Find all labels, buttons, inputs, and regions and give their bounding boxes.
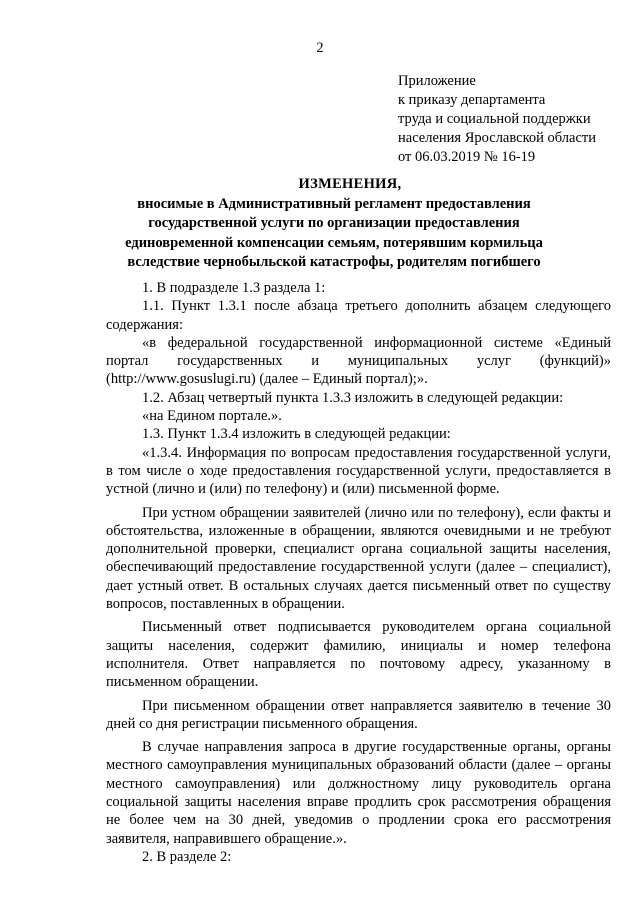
title-line: вследствие чернобыльской катастрофы, родителям погибшего — [127, 254, 541, 270]
body-paragraph: 1. В подразделе 1.3 раздела 1: — [142, 280, 326, 296]
document-title — [80, 175, 588, 273]
body-paragraph: 1.3. Пункт 1.3.4 изложить в следующей редакции: — [142, 426, 451, 443]
body-paragraph: «в федеральной государственной информационной системе «Единый портал государственных и муниципальных услуг (функций)» (http://www.gosuslugi.ru) (далее – Единый портал);». — [106, 334, 611, 388]
title-line: государственной услуги по организации предоставления — [148, 215, 520, 231]
appendix-line: к приказу департамента — [398, 92, 546, 108]
body-paragraph: 1.1. Пункт 1.3.1 после абзаца третьего дополнить абзацем следующего содержания: — [106, 298, 611, 333]
appendix-block — [398, 72, 596, 167]
appendix-line: труда и социальной поддержки — [398, 111, 591, 127]
body-paragraph: 2. В разделе 2: — [142, 848, 232, 865]
body-paragraph: Письменный ответ подписывается руководителем органа социальной защиты населения, содержит фамилию, инициалы и номер телефона исполнителя. Ответ направляется по почтовому адресу, указанному в письменном обращении. — [106, 619, 611, 691]
appendix-line: Приложение — [398, 73, 476, 89]
body-paragraph: При устном обращении заявителей (лично или по телефону), если факты и обстоятельства, изложенные в обращении, являются очевидными и не требуют дополнительной проверки, специалист органа социальной защиты населения, обеспечивающий предоставление государственной услуги (далее – специалист), дает устный ответ. В остальных случаях дается письменный ответ по существу вопросов, поставленных в обращении. — [106, 504, 611, 613]
body-paragraph: 1.2. Абзац четвертый пункта 1.3.3 изложить в следующей редакции: — [142, 389, 564, 406]
title-line: единовременной компенсации семьям, потерявшим кормильца — [125, 234, 543, 251]
appendix-line: населения Ярославской области — [398, 130, 596, 146]
document-body — [106, 279, 611, 866]
body-paragraph: При письменном обращении ответ направляется заявителю в течение 30 дней со дня регистрации письменного обращения. — [106, 697, 611, 732]
title-line: вносимые в Административный регламент предоставления — [137, 195, 531, 212]
body-paragraph: «1.3.4. Информация по вопросам предоставления государственной услуги, в том числе о ходе предоставления государственной услуги, предоставляется в устной (лично и (или) по телефону) и (или) письменной форме. — [106, 444, 611, 498]
title-heading: ИЗМЕНЕНИЯ, — [298, 176, 402, 192]
body-paragraph: «на Едином портале.». — [142, 408, 282, 425]
page-number: 2 — [316, 40, 324, 56]
body-paragraph: В случае направления запроса в другие государственные органы, органы местного самоуправления муниципальных образований области (далее – органы местного самоуправления) или должностному лицу руководитель органа социальной защиты населения вправе продлить срок рассмотрения обращения не более чем на 30 дней, уведомив о продлении срока его рассмотрения заявителя, направившего обращение.». — [106, 739, 611, 847]
appendix-line: от 06.03.2019 № 16-19 — [398, 149, 536, 165]
